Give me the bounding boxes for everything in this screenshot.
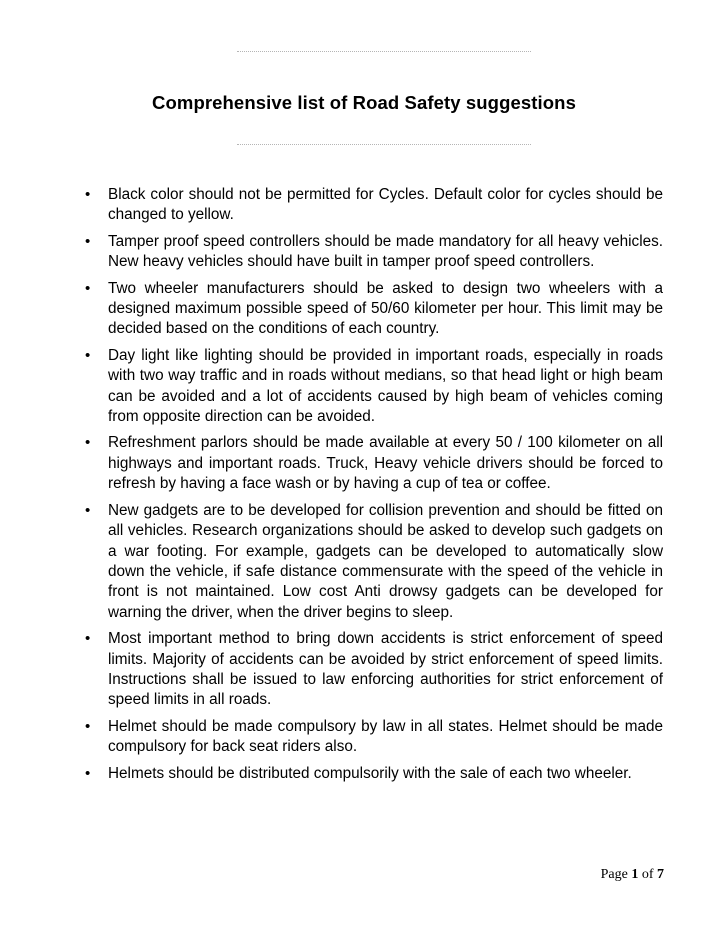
- list-item: [85, 232, 663, 273]
- current-page-number: 1: [631, 867, 639, 882]
- list-item-text: Day light like lighting should be provided in important roads, especially in roads with two way traffic and in roads without medians, so that head light or high beam can be avoided and a lot of accidents caused by high beam of vehicles coming from opposite direction can be avoided.: [108, 346, 663, 426]
- bullet-icon: •: [85, 232, 91, 250]
- bullet-icon: •: [85, 764, 91, 782]
- document-title: Comprehensive list of Road Safety suggestions: [152, 92, 576, 113]
- page-label: Page: [600, 867, 628, 882]
- header-divider-top: [237, 51, 531, 52]
- list-item: [85, 501, 663, 623]
- total-pages-number: 7: [657, 867, 664, 882]
- list-item: [85, 717, 663, 758]
- bullet-icon: •: [85, 630, 91, 648]
- of-label: of: [641, 867, 654, 882]
- bullet-icon: •: [85, 434, 91, 452]
- list-item: [85, 764, 663, 784]
- list-item: [85, 279, 663, 340]
- list-item: [85, 346, 663, 428]
- bullet-icon: •: [85, 501, 91, 519]
- list-item-text: Most important method to bring down accidents is strict enforcement of speed limits. Majority of accidents can be avoided by strict enforcement of speed limits. Instructions shall be issued to law enforcing authorities for strict enforcement of speed limits in all roads.: [108, 630, 663, 709]
- list-item-text: Tamper proof speed controllers should be made mandatory for all heavy vehicles. New heavy vehicles should have built in tamper proof speed controllers.: [108, 232, 663, 271]
- bullet-icon: •: [85, 717, 91, 735]
- list-item-text: Black color should not be permitted for Cycles. Default color for cycles should be changed to yellow.: [108, 186, 663, 224]
- list-item-text: New gadgets are to be developed for collision prevention and should be fitted on all vehicles. Research organizations should be asked to develop such gadgets on a war footing. For example, gadgets can be developed to automatically slow down the vehicle, if safe distance commensurate with the speed of the vehicle in front is not maintained. Low cost Anti drowsy gadgets can be developed for warning the driver, when the driver begins to sleep.: [108, 501, 663, 621]
- bullet-icon: •: [85, 186, 91, 203]
- list-item-text: Helmet should be made compulsory by law in all states. Helmet should be made compulsory for back seat riders also.: [108, 717, 663, 756]
- list-item: [85, 629, 663, 711]
- list-item-text: Refreshment parlors should be made available at every 50 / 100 kilometer on all highways and important roads. Truck, Heavy vehicle drivers should be forced to refresh by having a face wash or by having a cup of tea or coffee.: [108, 434, 663, 493]
- list-item-text: Two wheeler manufacturers should be asked to design two wheelers with a designed maximum possible speed of 50/60 kilometer per hour. This limit may be decided based on the conditions of each country.: [108, 279, 663, 338]
- page-number-footer: [601, 866, 664, 884]
- list-item: [85, 185, 663, 226]
- suggestion-list: [85, 185, 663, 790]
- bullet-icon: •: [85, 279, 91, 297]
- header-divider-bottom: [237, 144, 531, 145]
- bullet-icon: •: [85, 346, 91, 364]
- list-item: [85, 433, 663, 494]
- list-item-text: Helmets should be distributed compulsorily with the sale of each two wheeler.: [108, 764, 632, 782]
